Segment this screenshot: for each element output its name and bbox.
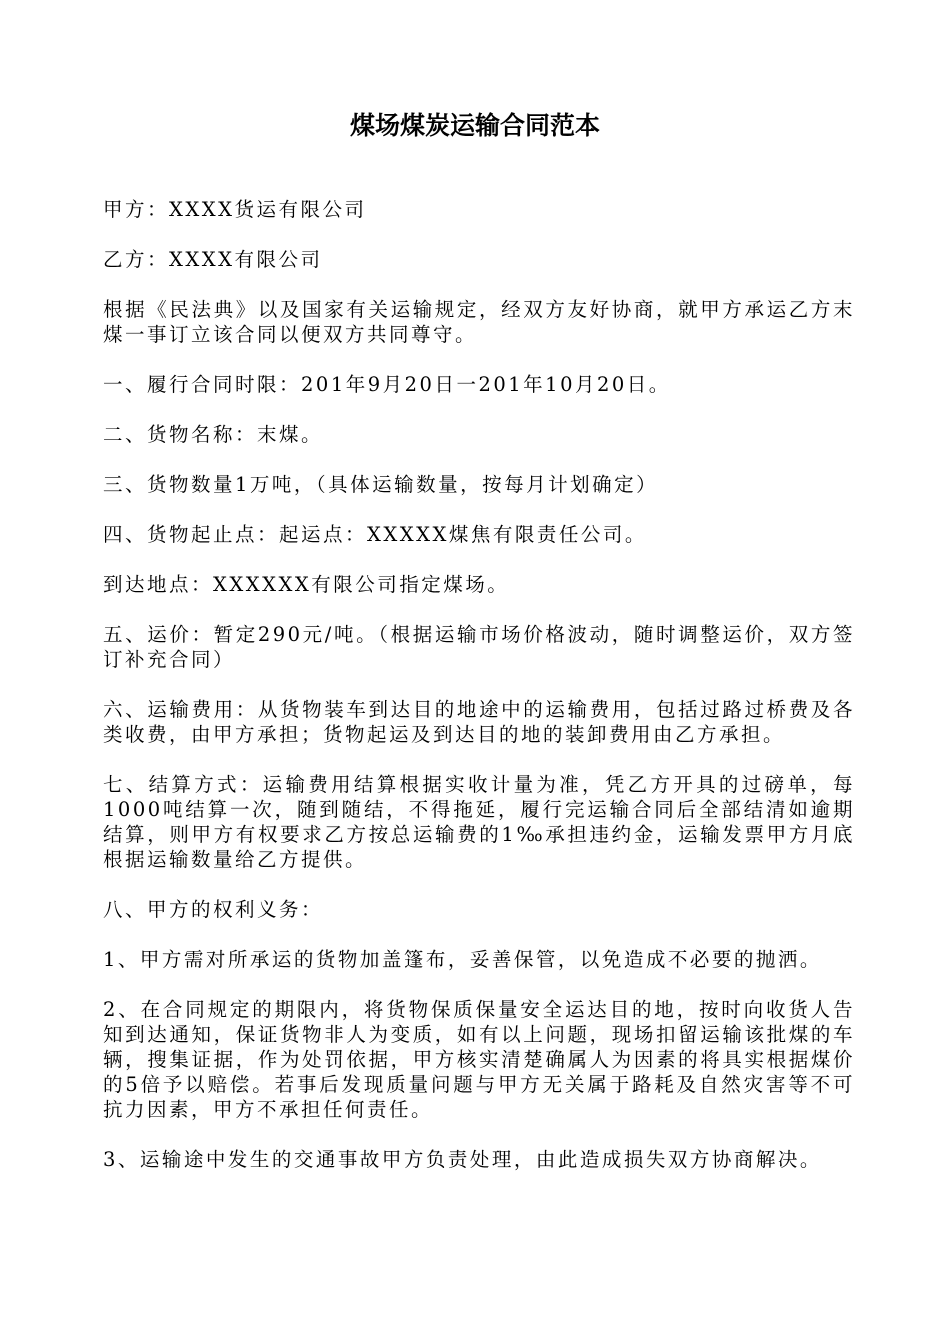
paragraph-destination: 到达地点：XXXXXX有限公司指定煤场。 bbox=[103, 573, 510, 596]
paragraph-goods-quantity: 三、货物数量1万吨，（具体运输数量，按每月计划确定） bbox=[103, 473, 659, 496]
document-body bbox=[103, 197, 855, 1197]
paragraph-party-b: 乙方：XXXX有限公司 bbox=[103, 248, 323, 271]
paragraph-clause-2: 2、在合同规定的期限内，将货物保质保量安全运达目的地，按时向收货人告知到达通知，保证货物非人为变质，如有以上问题，现场扣留运输该批煤的车辆，搜集证据，作为处罚依据，甲方核实清楚确属人为因素的将具实根据煤价的5倍予以赔偿。若事后发现质量问题与甲方无关属于路耗及自然灾害等不可抗力因素，甲方不承担任何责任。 bbox=[103, 998, 855, 1121]
paragraph-goods-name: 二、货物名称：末煤。 bbox=[103, 423, 324, 446]
paragraph-origin: 四、货物起止点：起运点：XXXXX煤焦有限责任公司。 bbox=[103, 523, 647, 546]
paragraph-party-a: 甲方：XXXX货运有限公司 bbox=[103, 198, 367, 221]
document-title: 煤场煤炭运输合同范本 bbox=[349, 111, 600, 140]
paragraph-settlement: 七、结算方式：运输费用结算根据实收计量为准，凭乙方开具的过磅单，每1000吨结算一次，随到随结，不得拖延，履行完运输合同后全部结清如逾期结算，则甲方有权要求乙方按总运输费的1‰承担违约金，运输发票甲方月底根据运输数量给乙方提供。 bbox=[103, 773, 855, 871]
paragraph-term: 一、履行合同时限：201年9月20日一201年10月20日。 bbox=[103, 373, 671, 396]
paragraph-clause-3: 3、运输途中发生的交通事故甲方负责处理，由此造成损失双方协商解决。 bbox=[103, 1148, 822, 1171]
paragraph-party-a-rights-heading: 八、甲方的权利义务： bbox=[103, 898, 324, 921]
paragraph-clause-1: 1、甲方需对所承运的货物加盖篷布，妥善保管，以免造成不必要的抛洒。 bbox=[103, 948, 822, 971]
paragraph-freight-rate: 五、运价：暂定290元/吨。（根据运输市场价格波动，随时调整运价，双方签订补充合同） bbox=[103, 623, 855, 671]
paragraph-transport-costs: 六、运输费用：从货物装车到达目的地途中的运输费用，包括过路过桥费及各类收费，由甲方承担；货物起运及到达目的地的装卸费用由乙方承担。 bbox=[103, 698, 855, 746]
paragraph-preamble: 根据《民法典》以及国家有关运输规定，经双方友好协商，就甲方承运乙方末煤一事订立该合同以便双方共同尊守。 bbox=[103, 298, 855, 346]
